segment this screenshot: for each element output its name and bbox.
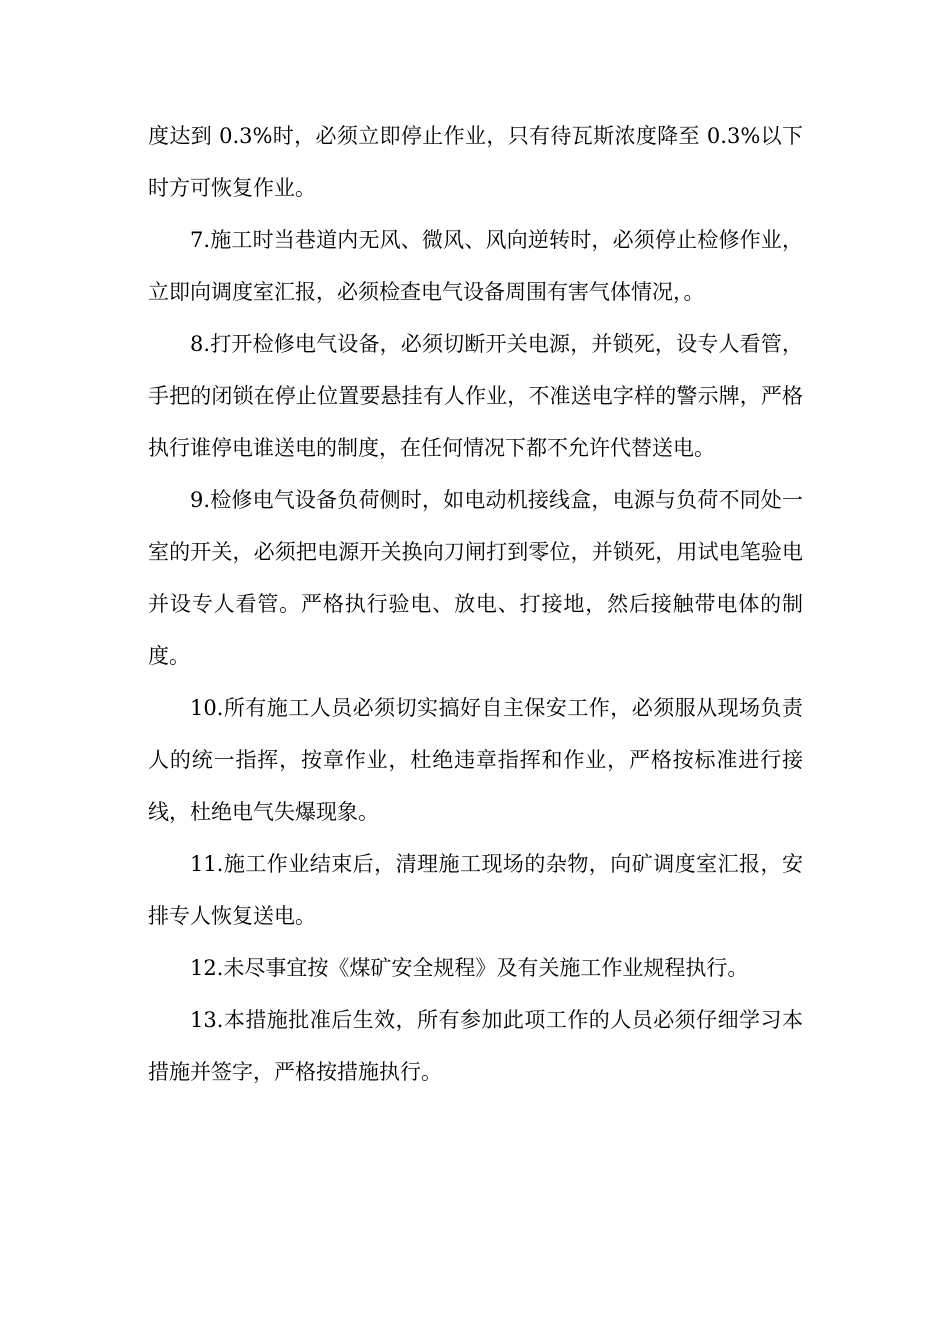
paragraph-item-8: 8.打开检修电气设备，必须切断开关电源，并锁死，设专人看管，手把的闭锁在停止位置要悬挂有人作业，不准送电字样的警示牌，严格执行谁停电谁送电的制度，在任何情况下都不允许代替送电。 [148,332,803,460]
paragraph-item-13: 13.本措施批准后生效，所有参加此项工作的人员必须仔细学习本措施并签字，严格按措施执行。 [148,1008,803,1084]
paragraph-item-10: 10.所有施工人员必须切实搞好自主保安工作，必须服从现场负责人的统一指挥，按章作业，杜绝违章指挥和作业，严格按标准进行接线，杜绝电气失爆现象。 [148,696,803,824]
paragraph-item-7: 7.施工时当巷道内无风、微风、风向逆转时，必须停止检修作业，立即向调度室汇报，必须检查电气设备周围有害气体情况，。 [148,228,803,304]
document-body [148,110,803,1098]
paragraph-continuation: 度达到 0.3%时，必须立即停止作业，只有待瓦斯浓度降至 0.3%以下时方可恢复作业。 [148,124,803,200]
paragraph-item-12: 12.未尽事宜按《煤矿安全规程》及有关施工作业规程执行。 [190,956,749,980]
paragraph-item-9: 9.检修电气设备负荷侧时，如电动机接线盒，电源与负荷不同处一室的开关，必须把电源开关换向刀闸打到零位，并锁死，用试电笔验电并设专人看管。严格执行验电、放电、打接地，然后接触带电体的制度。 [148,488,803,668]
paragraph-item-11: 11.施工作业结束后，清理施工现场的杂物，向矿调度室汇报，安排专人恢复送电。 [148,852,803,928]
